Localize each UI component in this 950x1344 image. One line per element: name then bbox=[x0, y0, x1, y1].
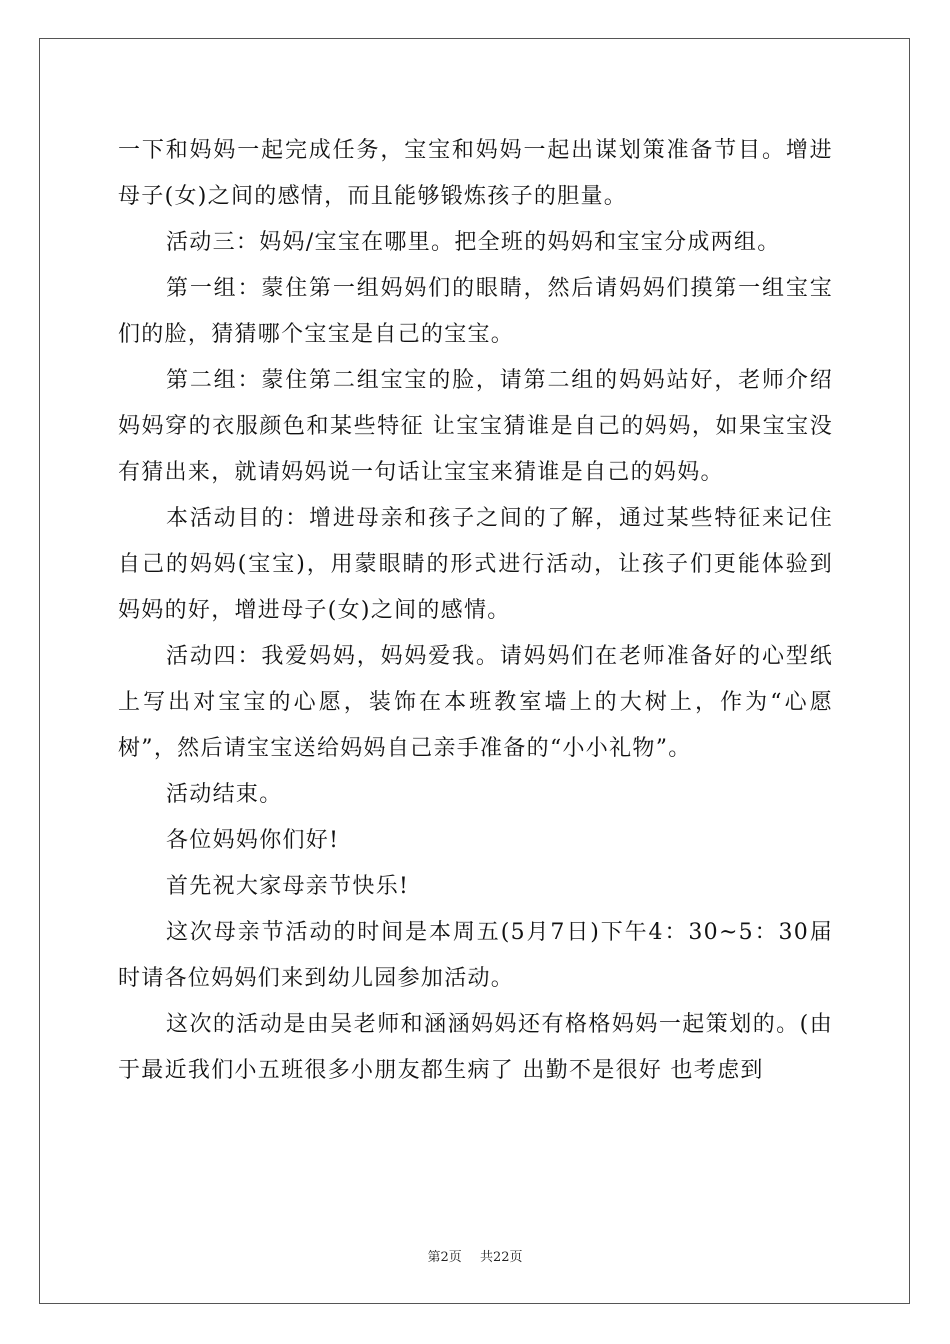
paragraph-activity-four: 活动四：我爱妈妈，妈妈爱我。请妈妈们在老师准备好的心型纸上写出对宝宝的心愿，装饰在本班教室墙上的大树上，作为“心愿树”，然后请宝宝送给妈妈自己亲手准备的“小小礼物”。 bbox=[118, 644, 833, 761]
paragraph-organizers: 这次的活动是由吴老师和涵涵妈妈还有格格妈妈一起策划的。(由于最近我们小五班很多小朋友都生病了 出勤不是很好 也考虑到 bbox=[118, 1012, 833, 1083]
paragraph-activity-purpose: 本活动目的：增进母亲和孩子之间的了解，通过某些特征来记住自己的妈妈(宝宝)，用蒙眼睛的形式进行活动，让孩子们更能体验到妈妈的好，增进母子(女)之间的感情。 bbox=[118, 506, 833, 623]
paragraph-group-one: 第一组：蒙住第一组妈妈们的眼睛，然后请妈妈们摸第一组宝宝们的脸，猜猜哪个宝宝是自己的宝宝。 bbox=[118, 276, 833, 347]
page-number: 第2页 bbox=[427, 1250, 462, 1265]
page-footer bbox=[0, 1246, 950, 1265]
paragraph-wishes: 首先祝大家母亲节快乐! bbox=[166, 874, 410, 899]
paragraph-event-time: 这次母亲节活动的时间是本周五(5月7日)下午4：30~5：30届时请各位妈妈们来到幼儿园参加活动。 bbox=[118, 920, 833, 991]
paragraph-activity-three: 活动三：妈妈/宝宝在哪里。把全班的妈妈和宝宝分成两组。 bbox=[166, 230, 781, 255]
paragraph-group-two: 第二组：蒙住第二组宝宝的脸，请第二组的妈妈站好，老师介绍妈妈穿的衣服颜色和某些特征 让宝宝猜谁是自己的妈妈，如果宝宝没有猜出来，就请妈妈说一句话让宝宝来猜谁是自己的妈妈。 bbox=[118, 368, 833, 485]
paragraph-activity-end: 活动结束。 bbox=[166, 782, 283, 807]
paragraph-intro-continued: 一下和妈妈一起完成任务，宝宝和妈妈一起出谋划策准备节目。增进母子(女)之间的感情，而且能够锻炼孩子的胆量。 bbox=[118, 138, 833, 209]
page-total: 共22页 bbox=[479, 1250, 523, 1265]
document-body bbox=[118, 128, 833, 1094]
paragraph-greeting: 各位妈妈你们好! bbox=[166, 828, 340, 853]
